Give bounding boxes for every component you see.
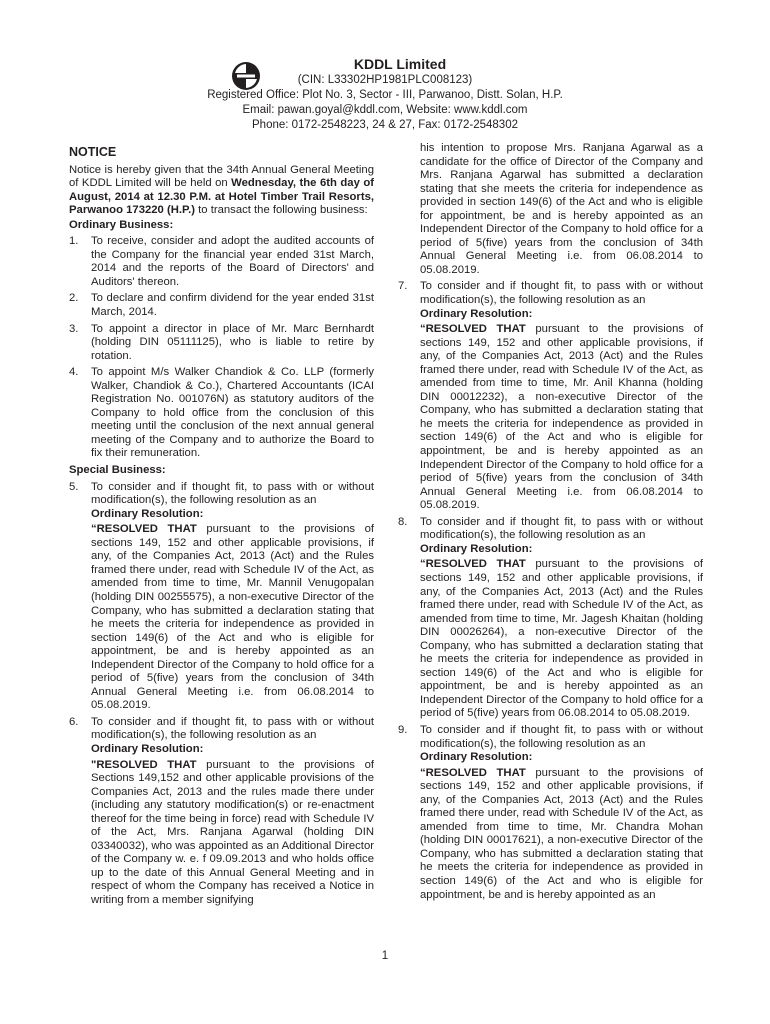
resolution-text — [91, 523, 374, 713]
resolved-that: “RESOLVED THAT — [420, 558, 526, 571]
item-text: To appoint M/s Walker Chandiok & Co. LLP (formerly Walker, Chandiok & Co.), Chartered Accountants (ICAI Registration No. 001076N) as statutory auditors of the Company to hold office from the conclusion of this meeting until the conclusion of the next annual general meeting of the Company and to authorize the Board to fix their remuneration. — [91, 366, 374, 460]
registered-office-line: Registered Office: Plot No. 3, Sector - III, Parwanoo, Distt. Solan, H.P. — [207, 89, 563, 101]
resolution-text — [420, 767, 703, 902]
item-text: To consider and if thought fit, to pass with or without modification(s), the following resolution as an — [420, 723, 703, 750]
resolution-text — [420, 558, 703, 721]
meeting-details: Wednesday, the 6th day of August, 2014 at 12.30 P.M. at Hotel Timber Trail Resorts, Parwanoo 173220 (H.P.) — [69, 177, 375, 217]
agenda-item — [398, 516, 703, 721]
resolution-type: Ordinary Resolution: — [420, 307, 533, 320]
intro-text-end: to transact the following business: — [195, 204, 368, 217]
resolution-type: Ordinary Resolution: — [420, 751, 533, 764]
resolved-that: "RESOLVED THAT — [91, 758, 197, 771]
ordinary-business-heading: Ordinary Business: — [69, 218, 174, 231]
notice-intro — [69, 164, 374, 218]
phone-fax-line: Phone: 0172-2548223, 24 & 27, Fax: 0172-2548302 — [252, 119, 518, 131]
intro-text: Notice is hereby given that the 34th Annual General Meeting of KDDL Limited will be held on — [69, 163, 374, 190]
item-number: 2. — [69, 292, 79, 305]
item-number: 8. — [398, 515, 408, 528]
letterhead — [0, 56, 770, 133]
item-number: 6. — [69, 715, 79, 728]
resolved-that: “RESOLVED THAT — [91, 523, 197, 536]
agenda-item — [69, 292, 374, 319]
resolution-type: Ordinary Resolution: — [91, 507, 204, 520]
page-number: 1 — [381, 950, 389, 962]
agenda-item — [69, 366, 374, 461]
item-text: To appoint a director in place of Mr. Marc Bernhardt (holding DIN 05111125), who is liable to retire by rotation. — [91, 322, 374, 362]
cin-line: (CIN: L33302HP1981PLC008123) — [297, 74, 473, 86]
company-name: KDDL Limited — [353, 56, 447, 72]
item-number: 4. — [69, 366, 79, 379]
resolution-body: pursuant to the provisions of sections 149, 152 and other applicable provisions, if any, of the Companies Act, 2013 (Act) and the Rules framed there under, read with Schedule IV of the Act, as amended from time to time, Mr. Mannil Venugopalan (holding DIN 00255575), a non-executive Director of the Company, who has submitted a declaration stating that he meets the criteria for independence as provided in section 149(6) of the Act and who is eligible for appointment, be and is hereby appointed as an Independent Director of the Company to hold office for a period of 5(five) years from the conclusion of 34th Annual General Meeting i.e. from 06.08.2014 to 05.08.2019. — [91, 523, 375, 712]
email-website-line: Email: pawan.goyal@kddl.com, Website: www.kddl.com — [242, 104, 528, 116]
right-business-list — [398, 280, 703, 902]
agenda-item — [398, 724, 703, 902]
resolution-text — [91, 759, 374, 908]
item-number: 5. — [69, 480, 79, 493]
agenda-item — [69, 323, 374, 364]
agenda-item — [398, 280, 703, 512]
resolution-body: pursuant to the provisions of sections 149, 152 and other applicable provisions, if any, of the Companies Act, 2013 (Act) and the Rules framed there under, read with Schedule IV of the Act, as amended from time to time, Mr. Anil Khanna (holding DIN 00012232), a non-executive Director of the Company, who has submitted a declaration stating that he meets the criteria for independence as provided in section 149(6) of the Act and who is eligible for appointment, be and is hereby appointed as an Independent Director of the Company to hold office for a period of 5(five) years from the conclusion of 34th Annual General Meeting i.e. from 06.08.2014 to 05.08.2019. — [420, 323, 704, 512]
agenda-item — [69, 716, 374, 908]
left-column — [69, 142, 374, 911]
notice-title: NOTICE — [69, 145, 117, 159]
item-number: 9. — [398, 723, 408, 736]
resolved-that: “RESOLVED THAT — [420, 323, 526, 336]
item-number: 7. — [398, 280, 408, 293]
agenda-item — [69, 481, 374, 713]
item-6-continued — [398, 142, 703, 277]
item-text: To consider and if thought fit, to pass with or without modification(s), the following resolution as an — [420, 280, 703, 307]
item-text: To consider and if thought fit, to pass with or without modification(s), the following resolution as an — [91, 715, 374, 742]
agenda-item — [69, 235, 374, 289]
resolution-body: pursuant to the provisions of sections 149, 152 and other applicable provisions, if any, of the Companies Act, 2013 (Act) and the Rules framed there under, read with Schedule IV of the Act, as amended from time to time, Mr. Chandra Mohan (holding DIN 00017621), a non-executive Director of the Company, who has submitted a declaration stating that he meets the criteria for independence as provided in section 149(6) of the Act and who is eligible for appointment, be and is hereby appointed as an — [420, 766, 704, 901]
item-6-continued-text: his intention to propose Mrs. Ranjana Agarwal as a candidate for the office of Director of the Company and Mrs. Ranjana Agarwal has submitted a declaration stating that she meets the criteria for independence as provided in section 149(6) of the Act and who is eligible for appointment, be and is hereby appointed as an Independent Director of the Company to hold office for a period of 5(five) years from the conclusion of 34th Annual General Meeting i.e. from 06.08.2014 to 05.08.2019. — [420, 142, 703, 276]
ordinary-business-list — [69, 235, 374, 461]
resolution-text — [420, 323, 703, 513]
item-number: 1. — [69, 235, 79, 248]
resolved-that: “RESOLVED THAT — [420, 766, 526, 779]
item-text: To consider and if thought fit, to pass with or without modification(s), the following resolution as an — [420, 515, 703, 542]
resolution-body: pursuant to the provisions of Sections 149,152 and other applicable provisions of the Companies Act, 2013 and the rules made there under (including any statutory modification(s) or re-enactment thereof for the time being in force) read with Schedule IV of the Act, Mrs. Ranjana Agarwal (holding DIN 03340032), who was appointed as an Additional Director of the Company w. e. f 09.09.2013 and who holds office up to the date of this Annual General Meeting and in respect of whom the Company has received a Notice in writing from a member signifying — [91, 758, 374, 906]
right-column — [398, 142, 703, 905]
special-business-heading: Special Business: — [69, 464, 166, 477]
resolution-type: Ordinary Resolution: — [420, 542, 533, 555]
special-business-list — [69, 481, 374, 908]
item-text: To declare and confirm dividend for the year ended 31st March, 2014. — [91, 292, 374, 319]
item-text: To consider and if thought fit, to pass with or without modification(s), the following resolution as an — [91, 480, 374, 507]
item-number: 3. — [69, 322, 79, 335]
item-text: To receive, consider and adopt the audited accounts of the Company for the financial year ended 31st March, 2014 and the reports of the Board of Directors' and Auditors' thereon. — [91, 235, 374, 288]
resolution-type: Ordinary Resolution: — [91, 742, 204, 755]
resolution-body: pursuant to the provisions of sections 149, 152 and other applicable provisions, if any, of the Companies Act, 2013 (Act) and the Rules framed there under, read with Schedule IV of the Act, as amended from time to time, Mr. Jagesh Khaitan (holding DIN 00026264), a non-executive Director of the Company, who has submitted a declaration stating that he meets the criteria for independence as provided in section 149(6) of the Act and who is eligible for appointment, be and is hereby appointed as an Independent Director of the Company to hold office for a period of 5(five) years from 06.08.2014 to 05.08.2019. — [420, 558, 704, 720]
